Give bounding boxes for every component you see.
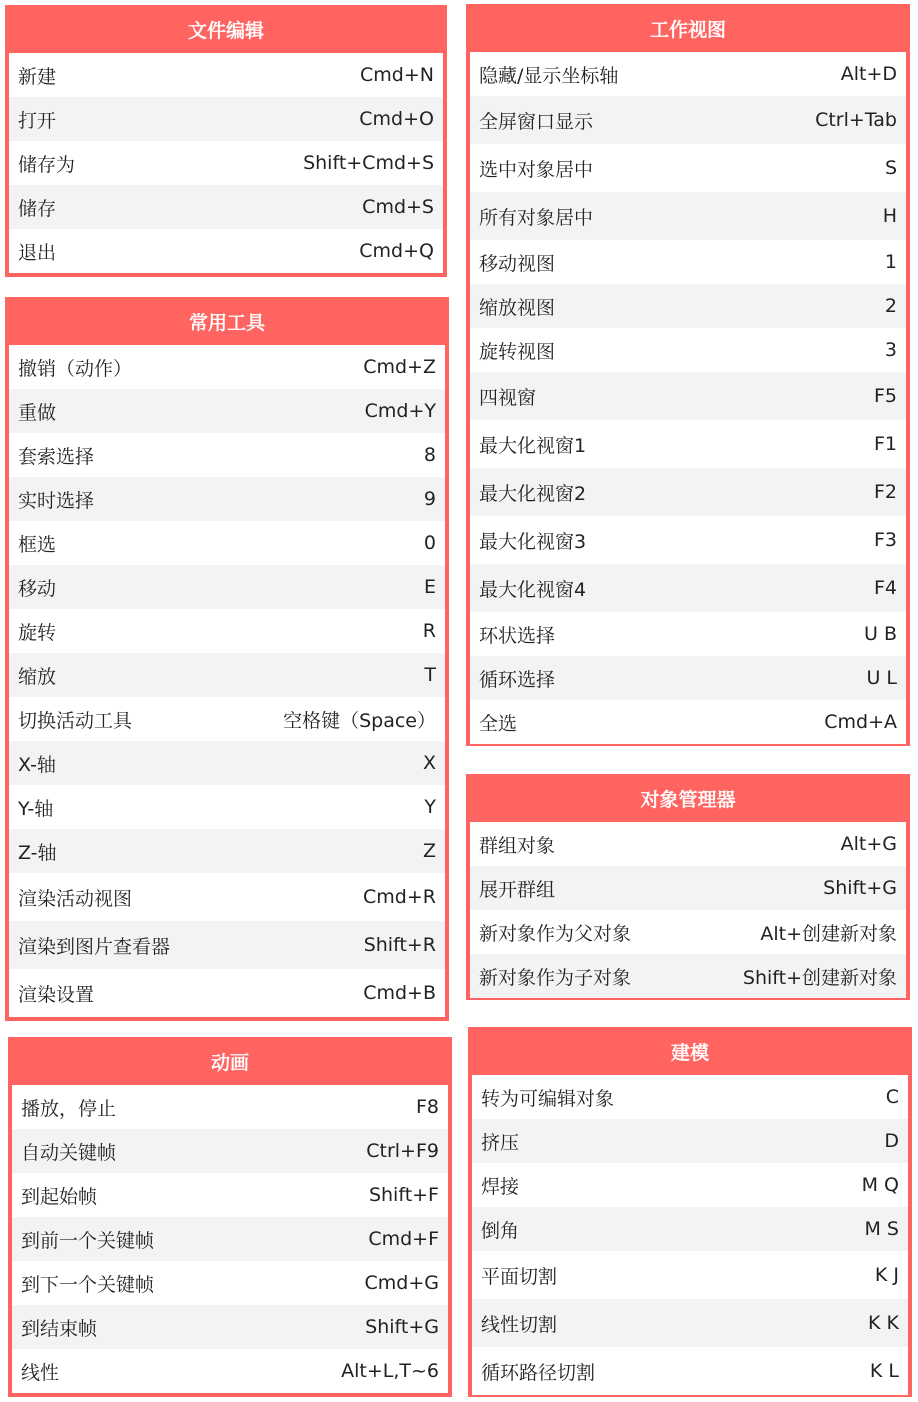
shortcut-key: Ctrl+F9 bbox=[366, 1140, 439, 1162]
shortcut-label: 隐藏/显示坐标轴 bbox=[479, 64, 619, 87]
shortcut-row bbox=[470, 372, 906, 420]
shortcut-row bbox=[12, 1217, 448, 1261]
shortcut-key: U B bbox=[864, 623, 897, 645]
shortcut-row bbox=[12, 1305, 448, 1349]
shortcut-key: M Q bbox=[861, 1174, 899, 1196]
panel-title: 工作视图 bbox=[649, 18, 726, 41]
shortcut-row bbox=[9, 741, 445, 785]
shortcut-label: 渲染到图片查看器 bbox=[18, 935, 171, 958]
shortcut-key: 3 bbox=[884, 339, 897, 361]
shortcut-key: X bbox=[422, 752, 436, 774]
shortcut-key: Cmd+N bbox=[360, 64, 434, 86]
shortcut-label: 循环选择 bbox=[479, 668, 556, 691]
shortcut-key: Shift+G bbox=[823, 877, 897, 899]
shortcut-key: Shift+G bbox=[365, 1316, 439, 1338]
shortcut-key: T bbox=[424, 664, 436, 686]
shortcut-key: D bbox=[884, 1130, 899, 1152]
shortcut-row bbox=[470, 144, 906, 192]
shortcut-label: 群组对象 bbox=[479, 834, 556, 857]
shortcut-label: 到下一个关键帧 bbox=[21, 1273, 155, 1296]
shortcut-label: 重做 bbox=[18, 401, 57, 424]
shortcut-row bbox=[12, 1085, 448, 1129]
shortcut-row bbox=[470, 468, 906, 516]
shortcut-row bbox=[12, 1261, 448, 1305]
shortcut-row bbox=[472, 1347, 908, 1395]
shortcut-row bbox=[9, 969, 445, 1017]
shortcut-row bbox=[472, 1119, 908, 1163]
shortcut-row bbox=[472, 1299, 908, 1347]
shortcut-row bbox=[470, 240, 906, 284]
shortcut-label: 到前一个关键帧 bbox=[21, 1229, 155, 1252]
panel-common-tools bbox=[5, 297, 449, 1021]
shortcut-row bbox=[470, 420, 906, 468]
shortcut-key: Cmd+B bbox=[363, 982, 436, 1004]
panel-title: 文件编辑 bbox=[187, 19, 264, 42]
shortcut-list bbox=[472, 1075, 908, 1395]
shortcut-list bbox=[470, 52, 906, 744]
shortcut-key: C bbox=[885, 1086, 899, 1108]
shortcut-key: Cmd+G bbox=[364, 1272, 439, 1294]
shortcut-row bbox=[9, 185, 443, 229]
shortcut-label: 四视窗 bbox=[479, 386, 537, 409]
shortcut-key: M S bbox=[864, 1218, 899, 1240]
shortcut-key: Cmd+F bbox=[368, 1228, 439, 1250]
shortcut-key: Shift+F bbox=[368, 1184, 439, 1206]
shortcut-row bbox=[470, 564, 906, 612]
shortcut-row bbox=[9, 873, 445, 921]
shortcut-label: 储存为 bbox=[18, 153, 76, 176]
panel-work-view bbox=[466, 4, 910, 746]
shortcut-label: 线性 bbox=[21, 1361, 60, 1384]
shortcut-row bbox=[12, 1129, 448, 1173]
shortcut-key: 1 bbox=[884, 251, 897, 273]
shortcut-key: Shift+Cmd+S bbox=[303, 152, 434, 174]
shortcut-key: 2 bbox=[884, 295, 897, 317]
shortcut-label: 退出 bbox=[18, 241, 57, 264]
shortcut-label: 选中对象居中 bbox=[479, 158, 594, 181]
shortcut-row bbox=[9, 565, 445, 609]
shortcut-key: Cmd+S bbox=[362, 196, 434, 218]
shortcut-key: Cmd+Z bbox=[363, 356, 436, 378]
shortcut-label: 渲染设置 bbox=[18, 983, 95, 1006]
shortcut-row bbox=[9, 389, 445, 433]
shortcut-key: 0 bbox=[423, 532, 436, 554]
shortcut-key: F2 bbox=[873, 481, 897, 503]
shortcut-key: R bbox=[422, 620, 436, 642]
shortcut-label: 最大化视窗3 bbox=[479, 530, 587, 553]
panel-object-manager bbox=[466, 774, 910, 1000]
shortcut-key: Shift+R bbox=[363, 934, 436, 956]
shortcut-row bbox=[9, 829, 445, 873]
shortcut-row bbox=[9, 697, 445, 741]
shortcut-key: Ctrl+Tab bbox=[815, 109, 897, 131]
shortcut-label: 缩放视图 bbox=[479, 296, 556, 319]
shortcut-row bbox=[9, 345, 445, 389]
shortcut-key: K J bbox=[874, 1264, 899, 1286]
shortcut-key: 9 bbox=[423, 488, 436, 510]
shortcut-key: F5 bbox=[873, 385, 897, 407]
shortcut-label: 最大化视窗1 bbox=[479, 434, 587, 457]
panel-title: 建模 bbox=[670, 1041, 709, 1064]
shortcut-row bbox=[9, 141, 443, 185]
shortcut-row bbox=[472, 1207, 908, 1251]
shortcut-list bbox=[9, 53, 443, 273]
shortcut-label: Y-轴 bbox=[18, 797, 54, 820]
panel-title: 动画 bbox=[210, 1051, 249, 1074]
shortcut-key: Shift+创建新对象 bbox=[742, 966, 897, 989]
shortcut-row bbox=[9, 97, 443, 141]
shortcut-key: Alt+D bbox=[840, 63, 897, 85]
panel-title: 对象管理器 bbox=[640, 788, 736, 811]
shortcut-label: 切换活动工具 bbox=[18, 709, 133, 732]
shortcut-row bbox=[470, 192, 906, 240]
shortcut-row bbox=[470, 656, 906, 700]
shortcut-label: X-轴 bbox=[18, 753, 56, 776]
shortcut-label: 循环路径切割 bbox=[481, 1361, 596, 1384]
shortcut-label: 新对象作为父对象 bbox=[479, 922, 632, 945]
shortcut-row bbox=[12, 1349, 448, 1393]
panel-file-edit bbox=[5, 5, 447, 277]
shortcut-row bbox=[470, 822, 906, 866]
shortcut-key: F4 bbox=[873, 577, 897, 599]
panel-animation bbox=[8, 1037, 452, 1397]
shortcut-row bbox=[472, 1075, 908, 1119]
shortcut-label: 移动视图 bbox=[479, 252, 556, 275]
shortcut-row bbox=[472, 1163, 908, 1207]
shortcut-label: 播放，停止 bbox=[21, 1097, 117, 1120]
shortcut-label: 套索选择 bbox=[18, 445, 95, 468]
shortcut-label: 到起始帧 bbox=[21, 1185, 98, 1208]
shortcut-label: 渲染活动视图 bbox=[18, 887, 133, 910]
shortcut-label: 所有对象居中 bbox=[479, 206, 594, 229]
shortcut-label: 新建 bbox=[18, 65, 57, 88]
shortcut-row bbox=[470, 910, 906, 954]
shortcut-label: 环状选择 bbox=[479, 624, 556, 647]
shortcut-row bbox=[9, 229, 443, 273]
shortcut-key: 空格键（Space） bbox=[283, 709, 436, 732]
shortcut-key: E bbox=[423, 576, 436, 598]
shortcut-label: 到结束帧 bbox=[21, 1317, 98, 1340]
shortcut-key: Cmd+Q bbox=[359, 240, 434, 262]
shortcut-label: 最大化视窗4 bbox=[479, 578, 587, 601]
shortcut-row bbox=[472, 1251, 908, 1299]
shortcut-label: 倒角 bbox=[481, 1219, 520, 1242]
shortcut-label: 缩放 bbox=[18, 665, 57, 688]
shortcut-label: 旋转 bbox=[18, 621, 57, 644]
shortcut-label: 撤销（动作） bbox=[18, 357, 133, 380]
shortcut-row bbox=[9, 785, 445, 829]
shortcut-label: 实时选择 bbox=[18, 489, 95, 512]
shortcut-label: 平面切割 bbox=[481, 1265, 558, 1288]
shortcut-row bbox=[470, 284, 906, 328]
shortcut-label: 打开 bbox=[18, 109, 57, 132]
shortcut-label: 焊接 bbox=[481, 1175, 520, 1198]
shortcut-row bbox=[470, 866, 906, 910]
shortcut-key: Alt+创建新对象 bbox=[760, 922, 897, 945]
shortcut-key: F8 bbox=[415, 1096, 439, 1118]
shortcut-key: 8 bbox=[423, 444, 436, 466]
shortcut-row bbox=[9, 433, 445, 477]
shortcut-label: 移动 bbox=[18, 577, 57, 600]
shortcut-row bbox=[470, 96, 906, 144]
shortcut-label: 框选 bbox=[18, 533, 57, 556]
panel-title: 常用工具 bbox=[188, 311, 265, 334]
shortcut-key: Cmd+Y bbox=[364, 400, 436, 422]
shortcut-key: K L bbox=[869, 1360, 899, 1382]
shortcut-row bbox=[470, 954, 906, 998]
shortcut-row bbox=[9, 921, 445, 969]
shortcut-label: Z-轴 bbox=[18, 841, 57, 864]
shortcut-key: F1 bbox=[873, 433, 897, 455]
shortcut-row bbox=[9, 653, 445, 697]
shortcut-key: Y bbox=[424, 796, 436, 818]
shortcut-label: 全选 bbox=[479, 712, 518, 735]
shortcut-row bbox=[470, 516, 906, 564]
shortcut-row bbox=[9, 521, 445, 565]
panel-modeling bbox=[468, 1027, 912, 1397]
shortcut-label: 全屏窗口显示 bbox=[479, 110, 594, 133]
shortcut-row bbox=[9, 53, 443, 97]
shortcut-key: S bbox=[884, 157, 897, 179]
shortcut-key: Cmd+O bbox=[359, 108, 434, 130]
shortcut-row bbox=[470, 700, 906, 744]
shortcut-key: Cmd+A bbox=[824, 711, 897, 733]
shortcut-label: 储存 bbox=[18, 197, 57, 220]
shortcut-label: 转为可编辑对象 bbox=[481, 1087, 615, 1110]
shortcut-row bbox=[470, 612, 906, 656]
shortcut-list bbox=[470, 822, 906, 998]
shortcut-row bbox=[470, 52, 906, 96]
shortcut-key: H bbox=[882, 205, 897, 227]
shortcut-key: K K bbox=[868, 1312, 899, 1334]
shortcut-label: 展开群组 bbox=[479, 878, 556, 901]
shortcut-key: F3 bbox=[873, 529, 897, 551]
shortcut-label: 新对象作为子对象 bbox=[479, 966, 632, 989]
shortcut-label: 旋转视图 bbox=[479, 340, 556, 363]
shortcut-key: Alt+G bbox=[840, 833, 897, 855]
shortcut-label: 最大化视窗2 bbox=[479, 482, 587, 505]
shortcut-key: Z bbox=[422, 840, 436, 862]
shortcut-row bbox=[12, 1173, 448, 1217]
shortcut-label: 线性切割 bbox=[481, 1313, 558, 1336]
shortcut-row bbox=[470, 328, 906, 372]
shortcut-key: Alt+L,T~6 bbox=[341, 1360, 439, 1382]
shortcut-label: 自动关键帧 bbox=[21, 1141, 117, 1164]
shortcut-row bbox=[9, 609, 445, 653]
shortcut-list bbox=[12, 1085, 448, 1393]
shortcut-label: 挤压 bbox=[481, 1131, 520, 1154]
shortcut-key: Cmd+R bbox=[363, 886, 436, 908]
shortcut-list bbox=[9, 345, 445, 1017]
shortcut-key: U L bbox=[866, 667, 897, 689]
shortcut-row bbox=[9, 477, 445, 521]
